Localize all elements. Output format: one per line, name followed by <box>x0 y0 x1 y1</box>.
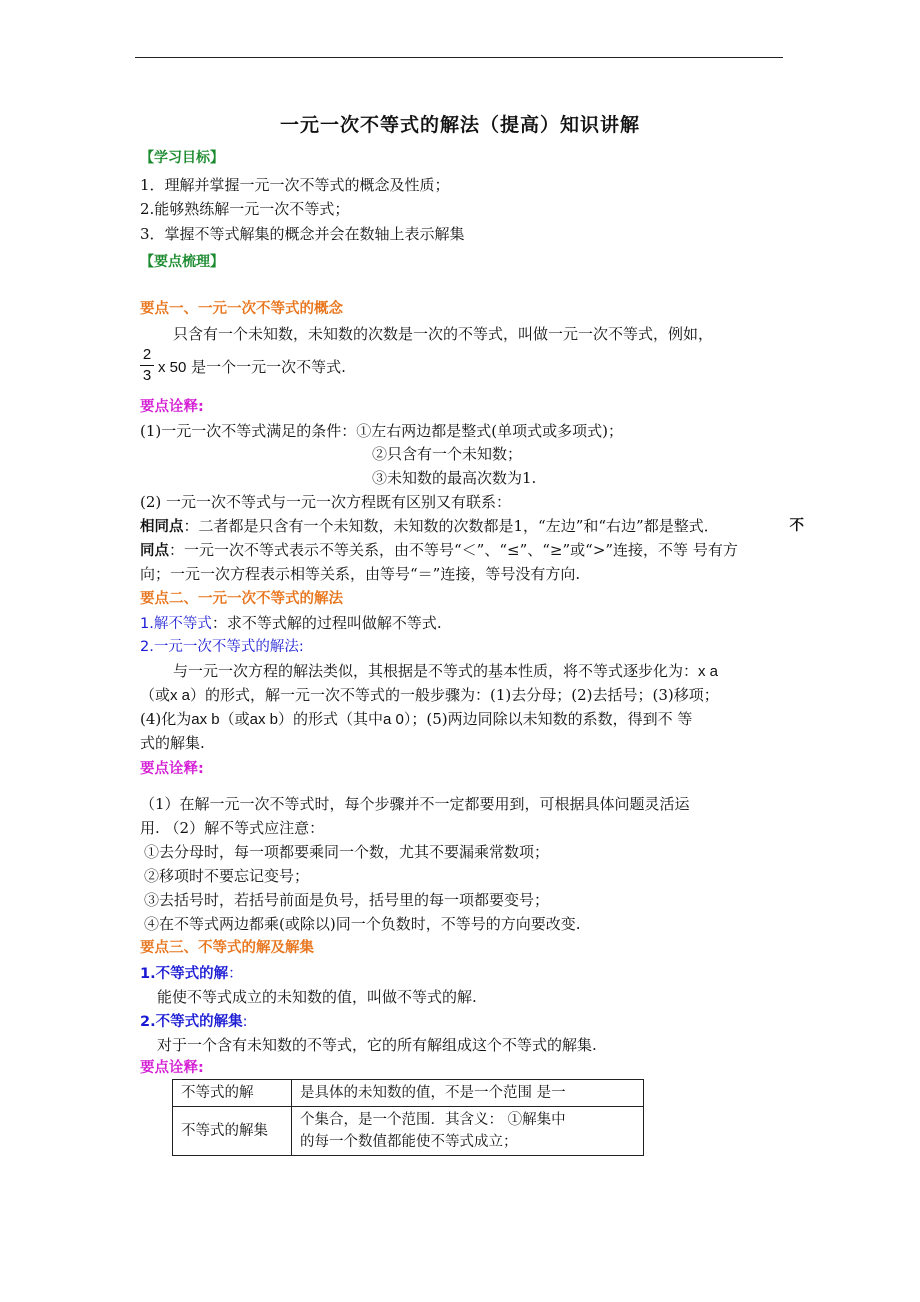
fraction-numerator: 2 <box>142 346 152 363</box>
note-line-6: ④在不等式两边都乘(或除以)同一个负数时，不等号的方向要改变. <box>144 915 581 933</box>
condition-3: ③未知数的最高次数为1. <box>372 469 537 487</box>
note-line-5: ③去括号时，若括号前面是负号，括号里的每一项都要变号； <box>144 891 550 909</box>
expr-a-nonzero: a 0 <box>383 711 404 728</box>
summary-heading: 【要点梳理】 <box>140 254 224 270</box>
page-title: 一元一次不等式的解法（提高）知识讲解 <box>279 114 640 136</box>
point1-heading: 要点一、一元一次不等式的概念 <box>140 301 343 317</box>
solution-set-text: 对于一个含有未知数的不等式，它的所有解组成这个不等式的解集. <box>157 1036 597 1054</box>
solution-label: 1.不等式的解 <box>140 966 229 982</box>
relation-intro: (2) 一元一次不等式与一元一次方程既有区别又有联系： <box>140 493 512 511</box>
diff-point-text-1: ：一元一次不等式表示不等关系，由不等号“＜”、“≤”、“≥”或“>”连接，不等 号有方 <box>169 541 738 559</box>
table-row <box>173 1080 644 1107</box>
solution-set-label: 2.不等式的解集 <box>140 1014 243 1030</box>
table-cell-value: 是具体的未知数的值，不是一个范围 是一 <box>292 1080 644 1107</box>
method-text-3d: ）；(5)两边同除以未知数的系数，得到不 等 <box>403 710 693 728</box>
note-line-4: ②移项时不要忘记变号； <box>144 867 310 885</box>
objective-item: 2.能够熟练解一元一次不等式； <box>140 200 350 218</box>
diff-point-label-start: 不 <box>789 518 804 534</box>
objectives-heading: 【学习目标】 <box>140 150 224 166</box>
note-line-3: ①去分母时，每一项都要乘同一个数，尤其不要漏乘常数项； <box>144 843 550 861</box>
same-point-label: 相同点 <box>140 519 184 535</box>
solution-text: 能使不等式成立的未知数的值，叫做不等式的解. <box>157 988 477 1006</box>
point1-note-heading: 要点诠释: <box>140 399 204 415</box>
solve-inequality-text: ：求不等式解的过程叫做解不等式. <box>211 614 442 632</box>
method-text-3c: ）的形式（其中 <box>277 710 383 728</box>
method-text-3a: (4)化为 <box>140 710 192 728</box>
example-tail: 是一个一元一次不等式. <box>191 358 346 376</box>
header-rule <box>135 57 783 58</box>
method-text-4: 式的解集. <box>140 734 205 752</box>
solve-inequality-label: 1.解不等式 <box>140 616 212 632</box>
table-cell-key: 不等式的解 <box>173 1080 292 1107</box>
fraction-two-thirds <box>140 346 154 385</box>
definition-table <box>172 1079 644 1156</box>
objective-item: 3．掌握不等式解集的概念并会在数轴上表示解集 <box>140 225 465 243</box>
method-text-2b: ）的形式，解一元一次不等式的一般步骤为：(1)去分母；(2)去括号；(3)移项； <box>190 686 719 704</box>
expr-x-a-alt: x a <box>170 687 191 704</box>
diff-point-label-end: 同点 <box>140 543 169 559</box>
point2-heading: 要点二、一元一次不等式的解法 <box>140 591 343 607</box>
condition-2: ②只含有一个未知数； <box>372 445 523 463</box>
method-text-1: 与一元一次方程的解法类似，其根据是不等式的基本性质，将不等式逐步化为： <box>173 662 699 680</box>
example-expression: x 50 <box>158 359 187 376</box>
note-line-1: （1）在解一元一次不等式时，每个步骤并不一定都要用到，可根据具体问题灵活运 <box>140 795 690 813</box>
objective-item: 1．理解并掌握一元一次不等式的概念及性质； <box>140 176 450 194</box>
note-line-2: 用. （2）解不等式应注意： <box>140 819 325 837</box>
point1-paragraph: 只含有一个未知数，未知数的次数是一次的不等式，叫做一元一次不等式，例如， <box>173 325 714 343</box>
expr-ax-b: ax b <box>191 711 220 728</box>
same-point-text: ：二者都是只含有一个未知数，未知数的次数都是1，“左边”和“右边”都是整式． <box>183 517 719 535</box>
solution-set-colon: : <box>242 1014 248 1030</box>
table-row <box>173 1107 644 1156</box>
solution-method-label: 2.一元一次不等式的解法: <box>140 639 304 655</box>
table-cell-line: 的每一个数值都能使不等式成立； <box>300 1134 518 1150</box>
method-text-3b: （或 <box>219 710 250 728</box>
solution-colon: ： <box>228 966 243 982</box>
table-cell-value <box>292 1107 644 1156</box>
table-cell-key: 不等式的解集 <box>173 1107 292 1156</box>
table-cell-line: 个集合，是一个范围．其含义： ①解集中 <box>300 1112 566 1128</box>
point3-note-heading: 要点诠释: <box>140 1060 204 1076</box>
method-text-2a: （或 <box>140 686 171 704</box>
expr-ax-b-alt: ax b <box>249 711 278 728</box>
diff-point-text-2: 向；一元一次方程表示相等关系，由等号“＝”连接，等号没有方向. <box>140 565 581 583</box>
expr-x-a: x a <box>698 663 719 680</box>
point2-note-heading: 要点诠释: <box>140 761 204 777</box>
condition-1: (1)一元一次不等式满足的条件：①左右两边都是整式(单项式或多项式)； <box>140 422 623 440</box>
fraction-bar <box>140 365 154 366</box>
point3-heading: 要点三、不等式的解及解集 <box>140 940 314 956</box>
fraction-denominator: 3 <box>142 367 152 384</box>
